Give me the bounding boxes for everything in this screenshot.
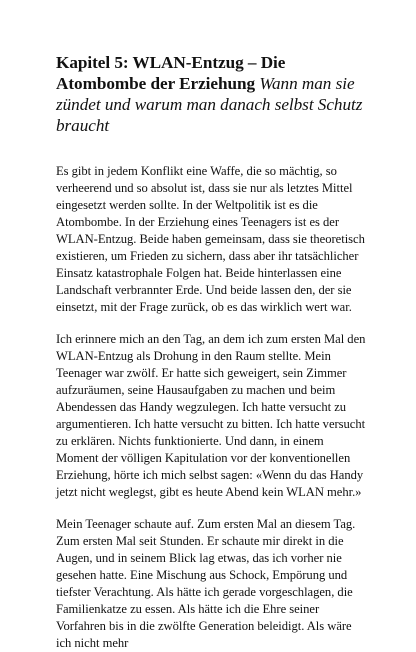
- chapter-title: Kapitel 5: WLAN-Entzug – Die Atombombe der Erziehung: [56, 53, 286, 93]
- body-paragraph: Es gibt in jedem Konflikt eine Waffe, die so mächtig, so verheerend und so absolut ist, dass sie nur als letztes Mittel eingesetzt werden sollte. In der Weltpolitik ist es die Atombombe. In der Erziehung eines Teenagers ist es der WLAN-Entzug. Beide haben gemeinsam, dass sie theoretisch existieren, um Frieden zu sichern, dass aber ihr tatsächlicher Einsatz katastrophale Folgen hat. Beide hinterlassen eine Landschaft verbrannter Erde. Und beide lassen den, der sie einsetzt, mit der Frage zurück, ob es das wirklich wert war.: [56, 164, 365, 314]
- page-content: [56, 52, 368, 652]
- body-paragraph: Mein Teenager schaute auf. Zum ersten Mal an diesem Tag. Zum ersten Mal seit Stunden. Er schaute mir direkt in die Augen, und in seinem Blick lag etwas, das ich vorher nie gesehen hatte. Eine Mischung aus Schock, Empörung und tiefster Verachtung. Als hätte ich gerade vorgeschlagen, die Familienkatze zu essen. Als hätte ich die Ehre seiner Vorfahren bis in die zwölfte Generation beleidigt. Als wäre ich nicht mehr: [56, 517, 356, 650]
- body-paragraph: Ich erinnere mich an den Tag, an dem ich zum ersten Mal den WLAN-Entzug als Drohung in den Raum stellte. Mein Teenager war zwölf. Er hatte sich geweigert, sein Zimmer aufzuräumen, seine Hausaufgaben zu machen und beim Abendessen das Handy wegzulegen. Ich hatte versucht zu argumentieren. Ich hatte versucht zu bitten. Ich hatte versucht zu erklären. Nichts funktionierte. Und dann, in einem Moment der völligen Kapitulation vor der konventionellen Erziehung, hörte ich mich selbst sagen: «Wenn du das Handy jetzt nicht weglegst, gibt es heute Abend kein WLAN mehr.»: [56, 332, 366, 499]
- chapter-heading: [56, 52, 368, 136]
- chapter-subtitle: Wann man sie zündet und warum man danach selbst Schutz braucht: [56, 74, 363, 135]
